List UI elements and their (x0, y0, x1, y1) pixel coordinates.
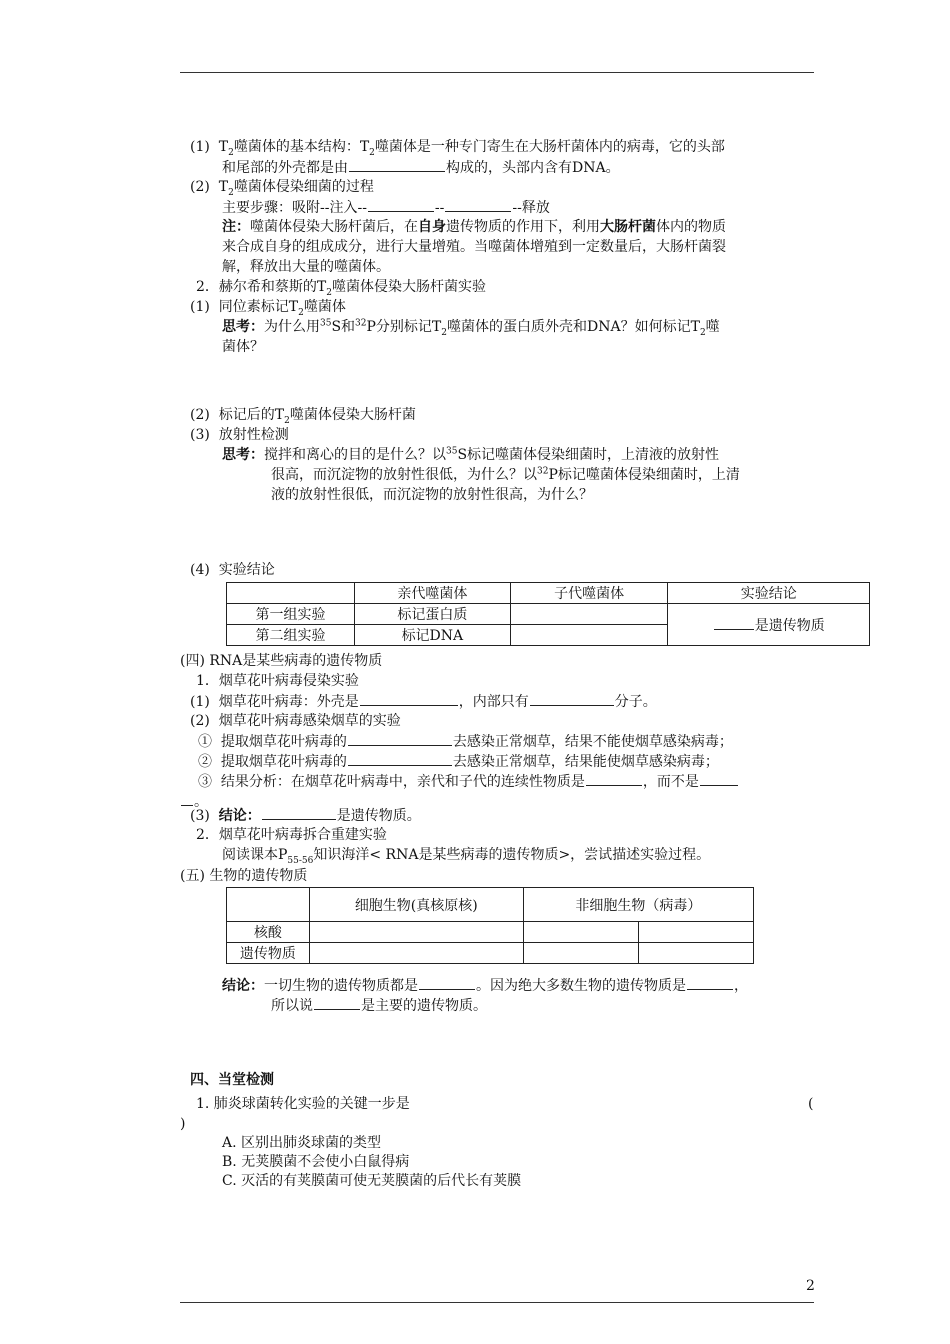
s2-steps (222, 197, 550, 217)
s9-concl-2a: 所以说 (271, 998, 313, 1014)
s6-think-1 (222, 445, 719, 465)
s9-concl-2b: 是主要的遗传物质。 (361, 998, 487, 1014)
s8-p1 (190, 691, 657, 711)
t2-cell[interactable] (309, 943, 523, 964)
s6-l1-b: S标记噬菌体侵染细菌时，上清液的放射性 (457, 447, 720, 463)
s2-title-text: 噬菌体侵染细菌的过程 (233, 179, 374, 195)
s1-text-b: 噬菌体是一种专门寄生在大肠杆菌体内的病毒，它的头部 (374, 139, 725, 155)
s1-sub-b: 2 (369, 147, 375, 158)
top-rule (180, 72, 814, 73)
s1-line2-b: 构成的，头部内含有DNA。 (446, 160, 620, 176)
conclusion-label: 结论： (222, 978, 264, 994)
fill-blank[interactable] (445, 197, 511, 212)
s3-text-b: 噬菌体侵染大肠杆菌实验 (332, 279, 486, 295)
s8-title: (四) RNA是某些病毒的遗传物质 (180, 653, 383, 669)
s6-think-3: 液的放射性很低，而沉淀物的放射性很高，为什么？ (271, 487, 593, 503)
s2-note-bold1: 自身 (418, 219, 446, 235)
s6-sup2: 32 (537, 466, 549, 477)
s8-c3-a: 结果分析：在烟草花叶病毒中，亲代和子代的连续性物质是 (220, 774, 585, 790)
t2-row-genetic: 遗传物质 (227, 943, 310, 964)
option-c[interactable]: C. 灭活的有荚膜菌可使无荚膜菌的后代长有荚膜 (222, 1173, 522, 1189)
table-row2-label: 第二组实验 (227, 625, 355, 646)
genetic-material-table (226, 887, 754, 964)
table-row2-offspring[interactable] (510, 625, 668, 646)
s4-sub3: 2 (699, 327, 706, 338)
s2-steps-dash: -- (434, 200, 445, 216)
t2-cell[interactable] (638, 922, 753, 943)
s2-steps-a: 主要步骤：吸附--注入-- (222, 200, 367, 216)
s6-title (190, 425, 289, 445)
fill-blank[interactable] (368, 197, 434, 212)
t2-cell[interactable] (523, 943, 638, 964)
s4-num: (1) (190, 299, 210, 315)
s4-think-e: 噬 (705, 319, 720, 335)
fill-blank[interactable] (314, 995, 360, 1010)
s8-c3-b: ，而不是 (642, 774, 699, 790)
s9-title: (五) 生物的遗传物质 (180, 868, 308, 884)
s9-concl-2 (271, 995, 487, 1015)
s4-sub2: 2 (441, 327, 447, 338)
s3-text-a: 赫尔希和蔡斯的T (218, 279, 327, 295)
s9-concl-a: 一切生物的遗传物质都是 (264, 978, 418, 994)
s1-line2 (222, 157, 620, 177)
circle-1: ① (198, 734, 212, 750)
s6-l2-b: P标记噬菌体侵染细菌时，上清 (548, 467, 740, 483)
s8-p2 (190, 711, 401, 731)
table-header-empty (227, 583, 355, 604)
s8-p3-b: 是遗传物质。 (336, 808, 421, 824)
s7-text: 实验结论 (218, 562, 275, 578)
fill-blank[interactable] (530, 691, 614, 706)
s8-read-sub: 55-56 (287, 855, 314, 866)
s8-p1-a: 烟草花叶病毒：外壳是 (218, 694, 359, 710)
question-1: 1. 肺炎球菌转化实验的关键一步是 (196, 1096, 410, 1112)
s4-think-c: P分别标记T (366, 319, 442, 335)
s8-c3-end: 。 (194, 794, 208, 810)
s8-p1-b: ，内部只有 (458, 694, 529, 710)
s6-l2-a: 很高，而沉淀物的放射性很低，为什么？以 (271, 467, 537, 483)
s8-c2-a: 提取烟草花叶病毒的 (220, 754, 347, 770)
s8-c3 (198, 771, 739, 791)
table-header-conclusion: 实验结论 (668, 583, 870, 604)
table-header-parent: 亲代噬菌体 (354, 583, 510, 604)
s8-p1-num: (1) (190, 694, 210, 710)
table-header-offspring: 子代噬菌体 (510, 583, 668, 604)
s5-line (190, 405, 416, 425)
s2-note-3: 解，释放出大量的噬菌体。 (222, 259, 390, 275)
s1-line1 (190, 137, 725, 157)
s8-p2-text: 烟草花叶病毒感染烟草的实验 (218, 713, 401, 729)
s1-sub-a: 2 (228, 147, 234, 158)
t2-cell[interactable] (638, 943, 753, 964)
s8-sub1: 1．烟草花叶病毒侵染实验 (196, 673, 359, 689)
s8-p1-c: 分子。 (614, 694, 657, 710)
s2-note-1a: 噬菌体侵染大肠杆菌后，在 (250, 219, 418, 235)
t2-header-cellular: 细胞生物(真核原核) (309, 888, 523, 922)
s5-num: (2) (190, 407, 210, 423)
t2-cell[interactable] (523, 922, 638, 943)
fill-blank[interactable] (586, 771, 642, 786)
experiment-table (226, 582, 870, 646)
s8-read-a: 阅读课本P (222, 847, 288, 863)
s6-think-2 (271, 465, 740, 485)
conclusion-label: 结论： (218, 808, 261, 824)
s1-line2-a: 和尾部的外壳都是由 (222, 160, 348, 176)
s5-text-b: 噬菌体侵染大肠杆菌 (289, 407, 416, 423)
s4-text-b: 噬菌体 (303, 299, 346, 315)
fill-blank[interactable] (687, 975, 733, 990)
t2-header-empty (227, 888, 310, 922)
s9-concl-b: 。因为绝大多数生物的遗传物质是 (476, 978, 686, 994)
fill-blank[interactable] (348, 731, 452, 746)
s8-c1 (198, 731, 733, 751)
note-label: 注： (222, 219, 250, 235)
s2-t: T (218, 179, 229, 195)
s6-sup1: 35 (446, 446, 458, 457)
fill-blank[interactable] (181, 791, 193, 806)
s4-think-2: 菌体？ (222, 339, 264, 355)
fill-blank[interactable] (360, 691, 458, 706)
answer-paren-open[interactable]: ( (808, 1096, 814, 1112)
s6-l1-a: 搅拌和离心的目的是什么？以 (264, 447, 446, 463)
fill-blank[interactable] (714, 615, 754, 630)
s2-steps-end: --释放 (512, 200, 550, 216)
s2-note-1 (222, 217, 726, 237)
s3-sub: 2 (326, 287, 332, 298)
s2-title (190, 177, 374, 197)
s8-p3 (190, 805, 421, 825)
s8-c1-a: 提取烟草花叶病毒的 (220, 734, 347, 750)
s6-num: (3) (190, 427, 210, 443)
table-conclusion-cell (668, 604, 870, 646)
s5-text-a: 标记后的T (218, 407, 285, 423)
s4-think-d: 噬菌体的蛋白质外壳和DNA？如何标记T (447, 319, 700, 335)
think-label: 思考： (222, 319, 264, 335)
s4-sup1: 35 (320, 318, 332, 329)
s2-sub: 2 (228, 187, 234, 198)
fill-blank[interactable] (348, 751, 452, 766)
s9-concl-1 (222, 975, 748, 995)
t2-cell[interactable] (309, 922, 523, 943)
fill-blank[interactable] (700, 771, 738, 786)
s2-note-2: 来合成自身的组成成分，进行大量增殖。当噬菌体增殖到一定数量后，大肠杆菌裂 (222, 239, 726, 255)
s4-sup2: 32 (355, 318, 367, 329)
s6-text: 放射性检测 (218, 427, 289, 443)
s4-think-a: 为什么用 (264, 319, 320, 335)
fill-blank[interactable] (419, 975, 475, 990)
s8-read (222, 845, 710, 865)
s9-concl-c: ， (734, 978, 748, 994)
option-b[interactable]: B. 无荚膜菌不会使小白鼠得病 (222, 1154, 410, 1170)
option-a[interactable]: A. 区别出肺炎球菌的类型 (222, 1135, 382, 1151)
s2-num: (2) (190, 179, 210, 195)
table-row2-parent: 标记DNA (354, 625, 510, 646)
s5-sub: 2 (284, 415, 290, 426)
table-row1-label: 第一组实验 (227, 604, 355, 625)
s3-line (196, 277, 486, 297)
table-row1-parent: 标记蛋白质 (354, 604, 510, 625)
s8-p2-num: (2) (190, 713, 210, 729)
s1-num: (1) (190, 139, 210, 155)
think-label: 思考： (222, 447, 264, 463)
section-heading: 四、当堂检测 (190, 1072, 274, 1088)
s2-note-1b: 遗传物质的作用下，利用 (446, 219, 600, 235)
s8-sub2: 2．烟草花叶病毒拆合重建实验 (196, 827, 387, 843)
s4-think (222, 317, 720, 337)
fill-blank[interactable] (262, 805, 336, 820)
circle-2: ② (198, 754, 212, 770)
s4-text-a: 同位素标记T (218, 299, 299, 315)
s7-title (190, 560, 275, 580)
s4-think-b: S和 (331, 319, 356, 335)
table-row1-offspring[interactable] (510, 604, 668, 625)
s8-c2 (198, 751, 719, 771)
table-conclusion-text: 是遗传物质 (754, 617, 825, 634)
t2-row-nucleic: 核酸 (227, 922, 310, 943)
s4-title (190, 297, 346, 317)
s8-c2-b: 去感染正常烟草，结果能使烟草感染病毒； (452, 754, 719, 770)
s1-t: T (218, 139, 229, 155)
s7-num: (4) (190, 562, 210, 578)
s2-note-1c: 体内的物质 (656, 219, 726, 235)
circle-3: ③ (198, 774, 212, 790)
s8-p3-num: (3) (190, 808, 210, 824)
bottom-rule (180, 1302, 814, 1303)
s4-sub: 2 (298, 307, 304, 318)
answer-paren-close[interactable]: ) (180, 1116, 186, 1132)
s3-num: 2． (196, 279, 219, 295)
s8-c1-b: 去感染正常烟草，结果不能使烟草感染病毒； (452, 734, 733, 750)
s2-note-bold2: 大肠杆菌 (600, 219, 656, 235)
s8-read-b: 知识海洋< RNA是某些病毒的遗传物质>，尝试描述实验过程。 (313, 847, 711, 863)
s1-text-a: 噬菌体的基本结构：T (233, 139, 370, 155)
fill-blank[interactable] (349, 157, 445, 172)
page-number: 2 (806, 1278, 815, 1294)
t2-header-noncellular: 非细胞生物（病毒） (523, 888, 753, 922)
